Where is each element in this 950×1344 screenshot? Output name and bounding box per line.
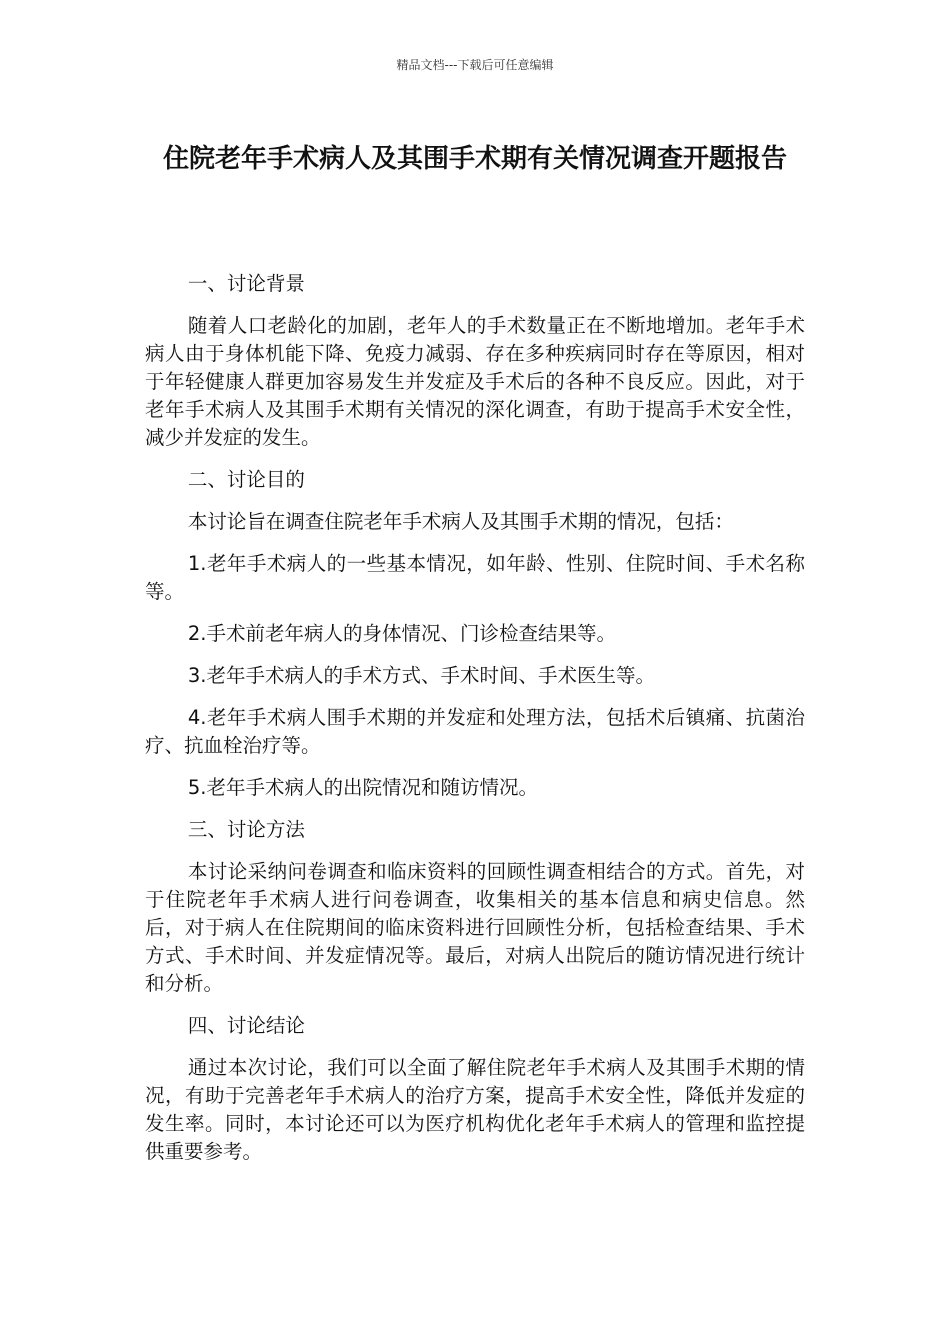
section-heading-conclusion: 四、讨论结论 [187,1014,305,1037]
header-note: 精品文档---下载后可任意编辑 [396,58,554,72]
paragraph-conclusion: 通过本次讨论，我们可以全面了解住院老年手术病人及其围手术期的情况，有助于完善老年手术病人的治疗方案，提高手术安全性，降低并发症的发生率。同时，本讨论还可以为医疗机构优化老年手术病人的管理和监控提供重要参考。 [145,1056,805,1163]
section-heading-purpose: 二、讨论目的 [187,468,305,491]
document-body [145,270,805,1180]
document-title: 住院老年手术病人及其围手术期有关情况调查开题报告 [162,144,787,174]
list-item-purpose-1: 1.老年手术病人的一些基本情况，如年龄、性别、住院时间、手术名称等。 [145,552,805,603]
section-heading-background: 一、讨论背景 [187,272,305,295]
paragraph-purpose-intro: 本讨论旨在调查住院老年手术病人及其围手术期的情况，包括： [187,510,734,533]
list-item-purpose-4: 4.老年手术病人围手术期的并发症和处理方法，包括术后镇痛、抗菌治疗、抗血栓治疗等。 [145,706,805,757]
paragraph-method: 本讨论采纳问卷调查和临床资料的回顾性调查相结合的方式。首先，对于住院老年手术病人进行问卷调查，收集相关的基本信息和病史信息。然后，对于病人在住院期间的临床资料进行回顾性分析，包括检查结果、手术方式、手术时间、并发症情况等。最后，对病人出院后的随访情况进行统计和分析。 [145,860,805,995]
list-item-purpose-2: 2.手术前老年病人的身体情况、门诊检查结果等。 [187,622,616,645]
paragraph-background: 随着人口老龄化的加剧，老年人的手术数量正在不断地增加。老年手术病人由于身体机能下降、免疫力减弱、存在多种疾病同时存在等原因，相对于年轻健康人群更加容易发生并发症及手术后的各种不良反应。因此，对于老年手术病人及其围手术期有关情况的深化调查，有助于提高手术安全性，减少并发症的发生。 [145,314,805,449]
list-item-purpose-3: 3.老年手术病人的手术方式、手术时间、手术医生等。 [187,664,655,687]
section-heading-method: 三、讨论方法 [187,818,305,841]
list-item-purpose-5: 5.老年手术病人的出院情况和随访情况。 [187,776,538,799]
